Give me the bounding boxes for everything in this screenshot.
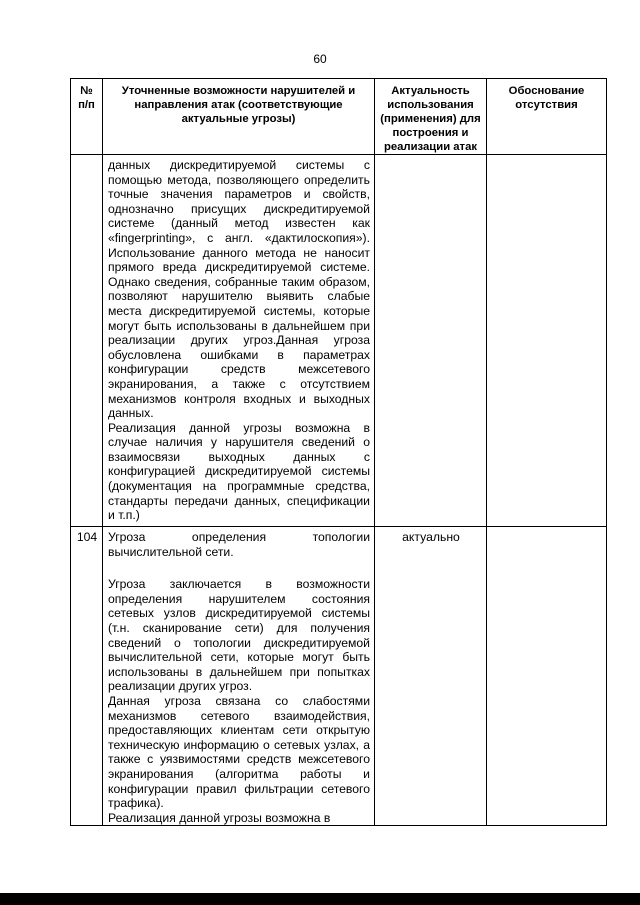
cell-threat-description xyxy=(103,155,375,527)
table-row-continuation xyxy=(71,155,607,527)
threat-title: Угроза определения топологии вычислительной сети. xyxy=(108,530,370,559)
paragraph-spacer xyxy=(108,559,370,577)
continuation-paragraph-2: Реализация данной угрозы возможна в случае наличия у нарушителя сведений о взаимосвязи выходных данных с конфигурацией дискредитируемой системы (документация на программные средства, стандарты передачи данных, спецификации и т.п.) xyxy=(108,420,370,523)
header-justification: Обоснование отсутствия xyxy=(487,79,607,155)
cell-justification-empty xyxy=(487,155,607,527)
header-number: № п/п xyxy=(71,79,103,155)
cell-number-empty xyxy=(71,155,103,527)
cell-threat-description xyxy=(103,527,375,826)
threat-paragraph-1: Угроза заключается в возможности определения нарушителем состояния сетевых узлов дискредитируемой системы (т.н. сканирование сети) для получения сведений о топологии дискредитируемой вычислительной сети, которые могут быть использованы в дальнейшем при попытках реализации других угроз. xyxy=(108,577,370,694)
cell-number: 104 xyxy=(71,527,103,826)
threat-paragraph-3: Реализация данной угрозы возможна в xyxy=(108,810,331,825)
threat-table xyxy=(70,78,607,826)
table-row-104 xyxy=(71,527,607,826)
page-number: 60 xyxy=(313,52,327,66)
continuation-paragraph-1: данных дискредитируемой системы с помощью метода, позволяющего определить точные значения параметров и свойств, однозначно присущих дискредитируемой системе (данный метод известен как «fingerprinting», с англ. «дактилоскопия»). Использование данного метода не наносит прямого вреда дискредитируемой системе. Однако сведения, собранные таким образом, позволяют нарушителю выявить слабые места дискредитируемой системы, которые могут быть использованы в дальнейшем при реализации других угроз.Данная угроза обусловлена ошибками в параметрах конфигурации средств межсетевого экранирования, а также с отсутствием механизмов контроля входных и выходных данных. xyxy=(108,158,370,421)
header-threat: Уточненные возможности нарушителей и направления атак (соответствующие актуальные угрозы) xyxy=(103,79,375,155)
cell-justification-empty xyxy=(487,527,607,826)
table-header-row xyxy=(71,79,607,155)
scan-bottom-border xyxy=(0,893,640,905)
header-relevance: Актуальность использования (применения) для построения и реализации атак xyxy=(375,79,487,155)
threat-paragraph-2: Данная угроза связана со слабостями механизмов сетевого взаимодействия, предоставляющих клиентам сети открытую техническую информацию о сетевых узлах, а также с уязвимостями средств межсетевого экранирования (алгоритма работы и конфигурации правил фильтрации сетевого трафика). xyxy=(108,693,370,811)
cell-relevance-empty xyxy=(375,155,487,527)
cell-relevance: актуально xyxy=(375,527,487,826)
